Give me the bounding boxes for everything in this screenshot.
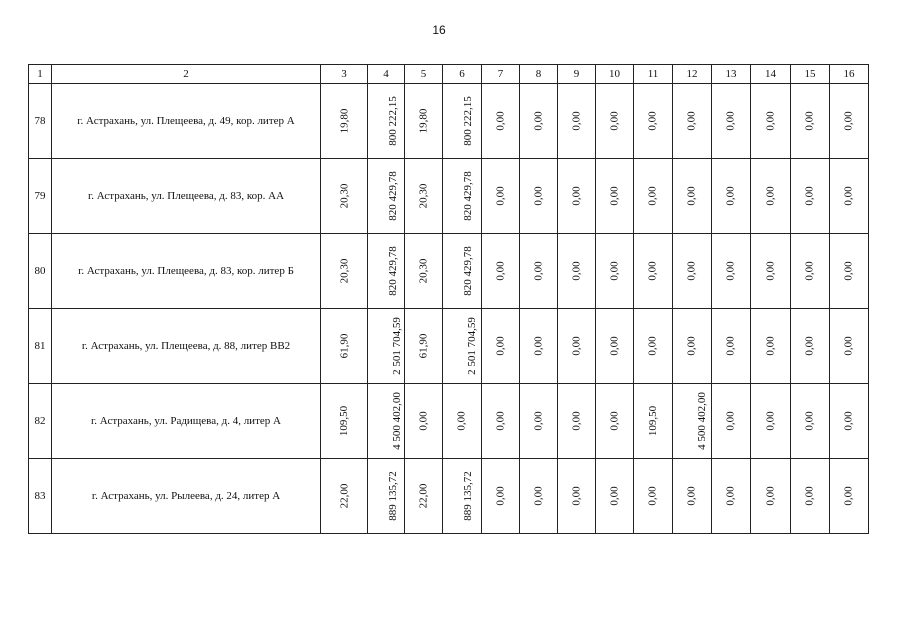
value-text: 820 429,78 <box>386 246 399 296</box>
value-cell <box>791 309 830 384</box>
value-cell <box>558 84 596 159</box>
value-cell <box>520 459 558 534</box>
value-text: 0,00 <box>456 411 468 431</box>
value-cell <box>558 234 596 309</box>
value-text: 19,80 <box>417 108 430 134</box>
row-number: 82 <box>29 384 52 459</box>
column-header: 6 <box>443 65 482 84</box>
value-cell <box>558 459 596 534</box>
value-cell <box>791 384 830 459</box>
value-cell <box>712 309 751 384</box>
value-cell <box>751 159 791 234</box>
column-header: 3 <box>321 65 368 84</box>
address-cell: г. Астрахань, ул. Радищева, д. 4, литер А <box>52 384 321 459</box>
value-cell <box>596 309 634 384</box>
value-text: 0,00 <box>647 111 659 131</box>
value-text: 4 500 402,00 <box>695 392 708 450</box>
value-cell <box>482 84 520 159</box>
value-cell <box>482 234 520 309</box>
value-cell <box>321 84 368 159</box>
value-cell <box>321 459 368 534</box>
value-cell <box>443 84 482 159</box>
value-text: 0,00 <box>494 186 507 206</box>
value-text: 0,00 <box>608 111 621 131</box>
value-text: 0,00 <box>804 486 816 506</box>
value-cell <box>751 309 791 384</box>
column-header: 14 <box>751 65 791 84</box>
value-cell <box>405 159 443 234</box>
column-header: 2 <box>52 65 321 84</box>
value-cell <box>520 234 558 309</box>
value-text: 0,00 <box>764 186 777 206</box>
value-cell <box>712 384 751 459</box>
value-text: 2 501 704,59 <box>465 317 478 375</box>
value-cell <box>558 384 596 459</box>
value-text: 0,00 <box>843 186 855 206</box>
value-text: 0,00 <box>532 261 545 281</box>
value-cell <box>596 84 634 159</box>
value-cell <box>751 234 791 309</box>
value-text: 4 500 402,00 <box>390 392 403 450</box>
value-cell <box>558 309 596 384</box>
value-cell <box>443 309 482 384</box>
value-text: 0,00 <box>494 411 507 431</box>
value-text: 820 429,78 <box>461 246 474 296</box>
value-text: 0,00 <box>494 111 507 131</box>
column-header: 7 <box>482 65 520 84</box>
value-text: 0,00 <box>725 111 737 131</box>
value-cell <box>520 84 558 159</box>
value-text: 0,00 <box>804 336 816 356</box>
value-text: 0,00 <box>532 411 545 431</box>
value-text: 0,00 <box>570 261 583 281</box>
value-text: 0,00 <box>532 336 545 356</box>
column-header: 11 <box>634 65 673 84</box>
value-text: 0,00 <box>494 261 507 281</box>
value-cell <box>673 309 712 384</box>
value-text: 0,00 <box>570 336 583 356</box>
value-cell <box>368 84 405 159</box>
value-text: 0,00 <box>570 186 583 206</box>
column-header: 1 <box>29 65 52 84</box>
address-cell: г. Астрахань, ул. Плещеева, д. 49, кор. литер А <box>52 84 321 159</box>
value-cell <box>634 384 673 459</box>
value-text: 800 222,15 <box>386 96 399 146</box>
column-header: 5 <box>405 65 443 84</box>
column-header: 15 <box>791 65 830 84</box>
value-cell <box>712 159 751 234</box>
value-text: 20,30 <box>338 183 350 209</box>
value-cell <box>520 384 558 459</box>
value-cell <box>443 159 482 234</box>
value-cell <box>712 234 751 309</box>
value-cell <box>712 84 751 159</box>
value-text: 20,30 <box>338 258 350 284</box>
value-cell <box>482 384 520 459</box>
value-text: 61,90 <box>338 333 350 359</box>
value-cell <box>830 309 869 384</box>
value-cell <box>791 84 830 159</box>
page-number: 16 <box>432 23 446 37</box>
value-cell <box>368 159 405 234</box>
value-cell <box>596 384 634 459</box>
value-cell <box>482 459 520 534</box>
value-text: 0,00 <box>725 411 737 431</box>
value-cell <box>443 459 482 534</box>
value-cell <box>321 309 368 384</box>
value-text: 0,00 <box>804 186 816 206</box>
value-text: 109,50 <box>647 405 659 437</box>
value-cell <box>520 159 558 234</box>
value-text: 0,00 <box>608 336 621 356</box>
value-text: 0,00 <box>494 486 507 506</box>
value-cell <box>634 309 673 384</box>
value-cell <box>405 84 443 159</box>
value-cell <box>405 459 443 534</box>
value-cell <box>634 459 673 534</box>
value-text: 0,00 <box>647 486 659 506</box>
value-text: 0,00 <box>417 411 430 431</box>
value-cell <box>634 159 673 234</box>
value-text: 0,00 <box>647 336 659 356</box>
value-cell <box>673 459 712 534</box>
value-cell <box>634 234 673 309</box>
value-text: 0,00 <box>686 186 698 206</box>
value-cell <box>791 159 830 234</box>
value-text: 800 222,15 <box>461 96 474 146</box>
value-cell <box>830 84 869 159</box>
value-cell <box>482 309 520 384</box>
value-cell <box>405 309 443 384</box>
column-header: 10 <box>596 65 634 84</box>
data-table <box>28 64 869 534</box>
value-text: 0,00 <box>532 486 545 506</box>
value-cell <box>673 234 712 309</box>
value-cell <box>520 309 558 384</box>
value-text: 0,00 <box>725 336 737 356</box>
column-header: 8 <box>520 65 558 84</box>
value-cell <box>830 159 869 234</box>
value-text: 0,00 <box>647 261 659 281</box>
value-cell <box>751 459 791 534</box>
value-text: 0,00 <box>804 111 816 131</box>
value-text: 889 135,72 <box>386 471 399 521</box>
column-header: 13 <box>712 65 751 84</box>
value-text: 0,00 <box>764 486 777 506</box>
value-text: 0,00 <box>725 486 737 506</box>
value-cell <box>321 384 368 459</box>
row-number: 81 <box>29 309 52 384</box>
header-row <box>29 65 869 84</box>
value-cell <box>368 384 405 459</box>
value-text: 0,00 <box>686 111 698 131</box>
value-cell <box>405 384 443 459</box>
value-cell <box>596 234 634 309</box>
table-row <box>29 159 869 234</box>
value-text: 0,00 <box>686 261 698 281</box>
value-text: 2 501 704,59 <box>390 317 403 375</box>
value-text: 0,00 <box>686 486 698 506</box>
value-text: 0,00 <box>843 261 855 281</box>
value-text: 0,00 <box>608 186 621 206</box>
address-cell: г. Астрахань, ул. Рылеева, д. 24, литер А <box>52 459 321 534</box>
value-cell <box>673 159 712 234</box>
value-text: 0,00 <box>532 111 545 131</box>
value-text: 0,00 <box>843 111 855 131</box>
address-cell: г. Астрахань, ул. Плещеева, д. 83, кор. литер Б <box>52 234 321 309</box>
value-text: 0,00 <box>764 261 777 281</box>
table-row <box>29 384 869 459</box>
row-number: 79 <box>29 159 52 234</box>
value-text: 20,30 <box>417 258 430 284</box>
value-text: 0,00 <box>725 186 737 206</box>
value-text: 0,00 <box>725 261 737 281</box>
value-cell <box>368 459 405 534</box>
value-text: 0,00 <box>570 411 583 431</box>
table-row <box>29 459 869 534</box>
value-cell <box>321 234 368 309</box>
value-cell <box>751 384 791 459</box>
address-cell: г. Астрахань, ул. Плещеева, д. 83, кор. АА <box>52 159 321 234</box>
value-cell <box>368 234 405 309</box>
value-text: 0,00 <box>843 486 855 506</box>
value-text: 0,00 <box>764 111 777 131</box>
value-cell <box>405 234 443 309</box>
value-text: 0,00 <box>570 486 583 506</box>
value-text: 820 429,78 <box>386 171 399 221</box>
value-text: 0,00 <box>686 336 698 356</box>
column-header: 16 <box>830 65 869 84</box>
value-text: 0,00 <box>843 411 855 431</box>
value-cell <box>830 234 869 309</box>
value-text: 0,00 <box>804 261 816 281</box>
row-number: 78 <box>29 84 52 159</box>
table-row <box>29 234 869 309</box>
value-text: 61,90 <box>417 333 430 359</box>
value-text: 0,00 <box>570 111 583 131</box>
value-cell <box>791 234 830 309</box>
table-row <box>29 309 869 384</box>
value-text: 0,00 <box>494 336 507 356</box>
value-cell <box>368 309 405 384</box>
value-cell <box>443 234 482 309</box>
value-cell <box>830 459 869 534</box>
table-row <box>29 84 869 159</box>
row-number: 80 <box>29 234 52 309</box>
value-text: 0,00 <box>608 411 621 431</box>
row-number: 83 <box>29 459 52 534</box>
value-cell <box>673 384 712 459</box>
value-cell <box>596 459 634 534</box>
value-cell <box>482 159 520 234</box>
value-cell <box>712 459 751 534</box>
value-text: 0,00 <box>647 186 659 206</box>
value-cell <box>596 159 634 234</box>
value-cell <box>673 84 712 159</box>
value-text: 889 135,72 <box>461 471 474 521</box>
value-cell <box>634 84 673 159</box>
column-header: 9 <box>558 65 596 84</box>
value-text: 0,00 <box>764 336 777 356</box>
address-cell: г. Астрахань, ул. Плещеева, д. 88, литер ВВ2 <box>52 309 321 384</box>
value-cell <box>830 384 869 459</box>
value-text: 0,00 <box>764 411 777 431</box>
value-text: 0,00 <box>843 336 855 356</box>
column-header: 12 <box>673 65 712 84</box>
value-cell <box>791 459 830 534</box>
value-text: 20,30 <box>417 183 430 209</box>
value-text: 109,50 <box>338 405 350 437</box>
value-cell <box>321 159 368 234</box>
value-text: 820 429,78 <box>461 171 474 221</box>
value-text: 0,00 <box>804 411 816 431</box>
value-text: 0,00 <box>608 261 621 281</box>
value-text: 19,80 <box>338 108 350 134</box>
value-text: 22,00 <box>417 483 430 509</box>
value-text: 0,00 <box>532 186 545 206</box>
column-header: 4 <box>368 65 405 84</box>
value-cell <box>443 384 482 459</box>
value-cell <box>558 159 596 234</box>
value-text: 0,00 <box>608 486 621 506</box>
value-text: 22,00 <box>338 483 350 509</box>
value-cell <box>751 84 791 159</box>
